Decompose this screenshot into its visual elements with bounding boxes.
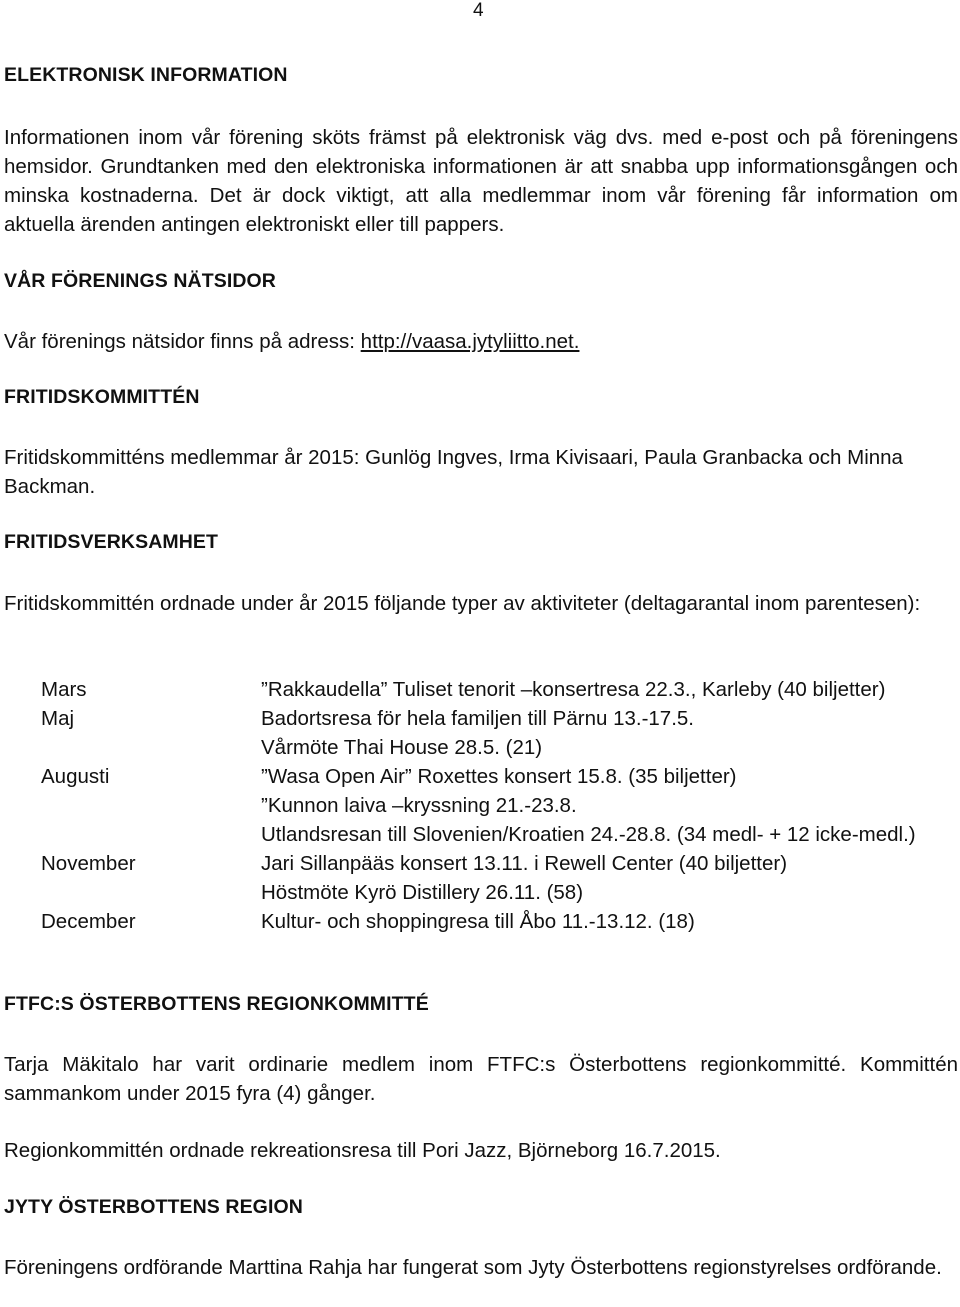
- ftfc-paragraph-2: [4, 1136, 958, 1165]
- activity-text: Höstmöte Kyrö Distillery 26.11. (58): [261, 881, 584, 904]
- page-number: 4: [473, 0, 484, 21]
- activity-row: [41, 762, 956, 791]
- activity-text: Badortsresa för hela familjen till Pärnu 13.-17.5.: [261, 707, 695, 730]
- activity-text: ”Rakkaudella” Tuliset tenorit –konsertresa 22.3., Karleby (40 biljetter): [261, 678, 886, 701]
- activity-text: Kultur- och shoppingresa till Åbo 11.-13.12. (18): [261, 910, 695, 933]
- section-heading-websites: VÅR FÖRENINGS NÄTSIDOR: [4, 270, 276, 292]
- electronic-information-text: Informationen inom vår förening sköts främst på elektronisk väg dvs. med e-post och på föreningens hemsidor. Grundtanken med den elektroniska informationen är att snabba upp informationsgången och minska kostnaderna. Det är dock viktigt, att alla medlemmar inom vår förening får information om aktuella ärenden antingen elektroniskt eller till pappers.: [4, 126, 958, 236]
- website-link[interactable]: http://vaasa.jytyliitto.net.: [360, 330, 580, 353]
- activity-row: [41, 907, 956, 936]
- activity-row: [41, 820, 956, 849]
- activities-intro-text: Fritidskommittén ordnade under år 2015 följande typer av aktiviteter (deltagarantal inom parentesen):: [4, 592, 921, 615]
- activity-row: [41, 675, 956, 704]
- activity-text: Jari Sillanpääs konsert 13.11. i Rewell Center (40 biljetter): [261, 852, 788, 875]
- section-heading-jyty: JYTY ÖSTERBOTTENS REGION: [4, 1196, 303, 1218]
- section-heading-ftfc: FTFC:S ÖSTERBOTTENS REGIONKOMMITTÉ: [4, 993, 429, 1015]
- activity-month: December: [41, 910, 136, 933]
- activity-row: [41, 878, 956, 907]
- activity-text: Vårmöte Thai House 28.5. (21): [261, 736, 543, 759]
- ftfc-text-2: Regionkommittén ordnade rekreationsresa till Pori Jazz, Björneborg 16.7.2015.: [4, 1139, 721, 1162]
- websites-text: Vår förenings nätsidor finns på adress:: [4, 330, 361, 353]
- ftfc-paragraph-1: [4, 1050, 958, 1108]
- activity-row: [41, 733, 956, 762]
- activity-month: Mars: [41, 678, 87, 701]
- websites-paragraph: [4, 327, 958, 356]
- ftfc-text-1: Tarja Mäkitalo har varit ordinarie medlem inom FTFC:s Österbottens regionkommitté. Kommittén sammankom under 2015 fyra (4) gånger.: [4, 1053, 958, 1105]
- activities-intro-paragraph: [4, 589, 958, 618]
- section-heading-activities: FRITIDSVERKSAMHET: [4, 531, 219, 553]
- committee-paragraph: [4, 443, 958, 501]
- section-heading-electronic-information: ELEKTRONISK INFORMATION: [4, 64, 288, 86]
- jyty-paragraph: [4, 1253, 958, 1282]
- activity-row: [41, 791, 956, 820]
- jyty-text: Föreningens ordförande Marttina Rahja har fungerat som Jyty Österbottens regionstyrelses ordförande.: [4, 1256, 942, 1279]
- activity-month: November: [41, 852, 136, 875]
- committee-members-text: Fritidskommitténs medlemmar år 2015: Gunlög Ingves, Irma Kivisaari, Paula Granbacka och Minna Backman.: [4, 446, 903, 498]
- activity-text: ”Wasa Open Air” Roxettes konsert 15.8. (35 biljetter): [261, 765, 737, 788]
- activity-row: [41, 849, 956, 878]
- electronic-information-paragraph: [4, 123, 958, 239]
- activity-row: [41, 704, 956, 733]
- activity-text: Utlandsresan till Slovenien/Kroatien 24.-28.8. (34 medl- + 12 icke-medl.): [261, 823, 916, 846]
- activity-text: ”Kunnon laiva –kryssning 21.-23.8.: [261, 794, 577, 817]
- section-heading-committee: FRITIDSKOMMITTÉN: [4, 386, 200, 408]
- activity-month: Augusti: [41, 765, 110, 788]
- activity-month: Maj: [41, 707, 75, 730]
